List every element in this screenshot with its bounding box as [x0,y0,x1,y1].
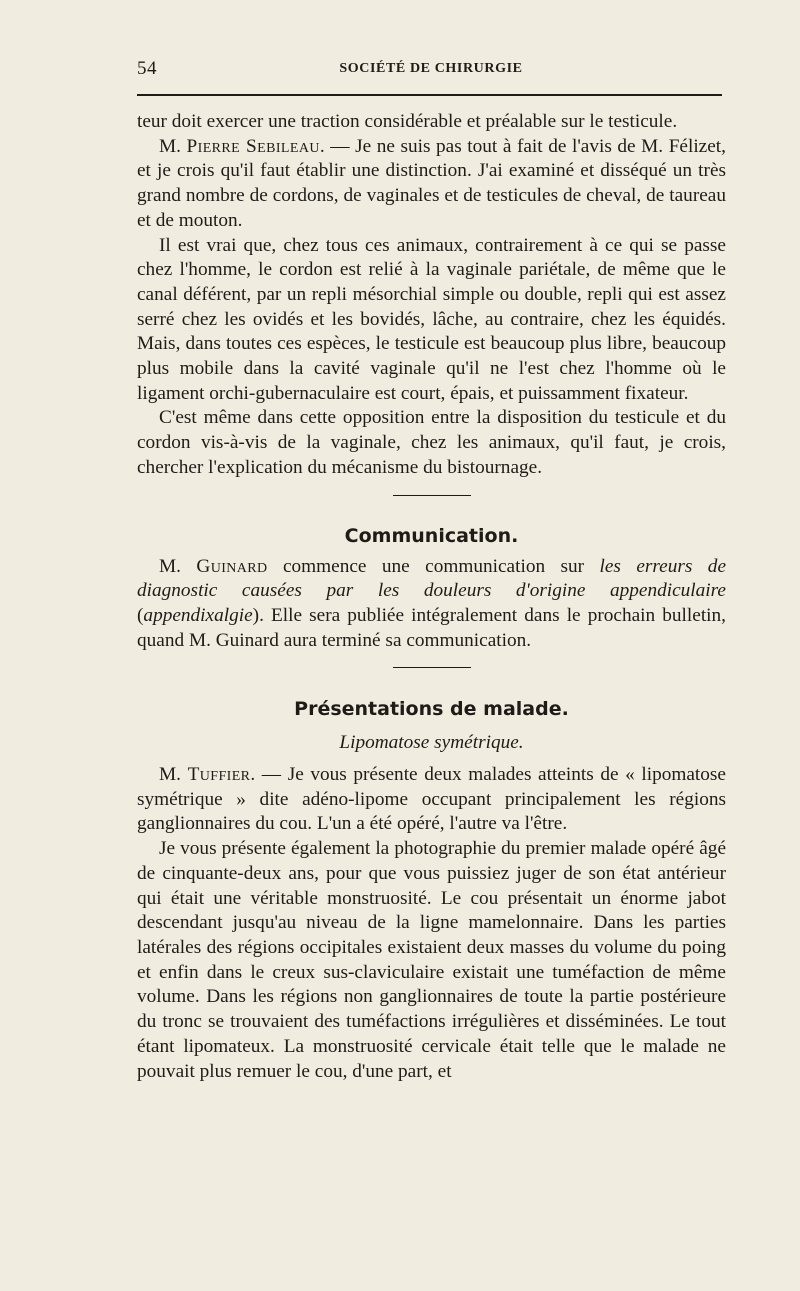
speaker-prefix: M. [159,135,187,157]
paragraph-text: commence une communication sur [267,555,600,577]
paragraph-sebileau [137,135,726,234]
communication-title: les erreurs de diagnostic causées par les douleurs d'origine appendiculaire [137,555,726,602]
body-text [137,110,726,1084]
paragraph-opposition: C'est même dans cette opposition entre la disposition du testicule et du cordon vis-à-vis de la vaginale, chez les animaux, qu'il faut, je crois, chercher l'explication du mécanisme du bistournage. [137,407,726,478]
page-number: 54 [137,58,157,79]
speaker-name: Tuffier [187,764,251,786]
paragraph-text: ( [137,604,144,626]
speaker-name: Pierre Sebileau [186,135,320,157]
paragraph-animals: Il est vrai que, chez tous ces animaux, contrairement à ce qui se passe chez l'homme, le cordon est relié à la vaginale pariétale, de même que le canal déférent, par un repli mésorchial simple ou double, repli qui est assez serré chez les ovidés et les bovidés, lâche, au contraire, chez les équidés. Mais, dans toutes ces espèces, le testicule est beaucoup plus libre, beaucoup plus mobile dans la cavité vaginale qu'il ne l'est chez l'homme où le ligament orchi-gubernaculaire est court, épais, et puissamment fixateur. [137,234,726,404]
paragraph-text: ). Elle sera publiée intégralement dans le prochain bulletin, quand M. Guinard aura terminé sa communication. [137,604,726,651]
communication-alt-title: appendixalgie [143,604,253,626]
paragraph-guinard [137,555,726,654]
paragraph-tuffier [137,763,726,837]
header-rule [137,94,722,96]
paragraph-photograph: Je vous présente également la photographie du premier malade opéré âgé de cinquante-deux ans, pour que vous puissiez juger de son état antérieur qui était une véritable monstruosité. Le cou présentait un énorme jabot descendant jusqu'au niveau de la ligne mamelonnaire. Dans les parties latérales des régions occipitales existaient deux masses du volume du poing et enfin dans le creux sus-claviculaire existait une tuméfaction de même volume. Dans les régions non ganglionnaires de toute la partie postérieure du tronc se trouvaient des tuméfactions irrégulières et disséminées. Le tout étant lipomateux. La monstruosité cervicale était telle que le malade ne pouvait plus remuer le cou, d'une part, et [137,838,726,1082]
paragraph-text: . — Je ne suis pas tout à fait de l'avis de M. Félizet, et je crois qu'il faut établir une distinction. J'ai examiné et disséqué un très grand nombre de cordons, de vaginales et de testicules de cheval, de taureau et de mouton. [137,135,726,231]
paragraph-continuation: teur doit exercer une traction considérable et préalable sur le testicule. [137,111,678,132]
section-heading-communication: Communication. [344,524,519,547]
section-heading-presentations: Présentations de malade. [294,698,569,721]
section-divider [393,495,471,496]
speaker-prefix: M. [159,555,197,577]
section-divider [393,667,471,668]
page-header [137,52,725,82]
running-head: SOCIÉTÉ DE CHIRURGIE [339,61,523,76]
subsection-heading: Lipomatose symétrique. [339,732,524,754]
paragraph-text: . — Je vous présente deux malades atteints de « lipomatose symétrique » dite adéno-lipome occupant principalement les régions ganglionnaires du cou. L'un a été opéré, l'autre va l'être. [137,764,726,835]
speaker-prefix: M. [159,764,188,786]
speaker-name: Guinard [196,555,268,577]
